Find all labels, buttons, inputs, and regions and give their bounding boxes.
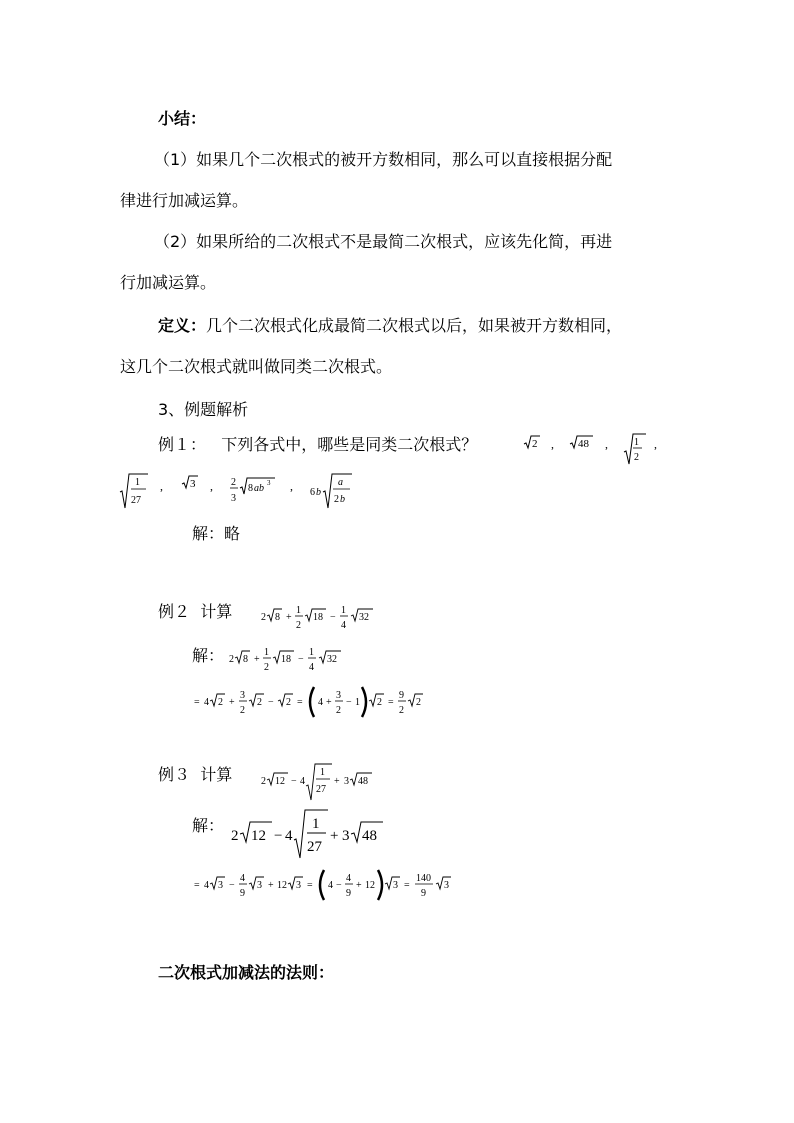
svg-text:a: a: [338, 477, 343, 488]
svg-text:2: 2: [634, 452, 639, 463]
svg-text:4: 4: [240, 873, 245, 884]
svg-text:27: 27: [307, 839, 322, 855]
example2-line: [158, 601, 232, 623]
svg-text:2: 2: [416, 697, 421, 708]
svg-text:27: 27: [131, 495, 141, 506]
svg-text:18: 18: [313, 612, 323, 623]
svg-text:6: 6: [310, 487, 315, 498]
example3-step1-svg: [228, 806, 388, 862]
svg-text:3: 3: [267, 479, 271, 487]
svg-text:18: 18: [281, 654, 291, 665]
svg-text:12: 12: [365, 880, 375, 891]
svg-text:1: 1: [341, 605, 346, 616]
section-title: 3、例题解析: [158, 400, 249, 419]
definition-line2: 这几个二次根式就叫做同类二次根式。: [120, 357, 393, 376]
svg-text:,: ,: [654, 437, 657, 451]
rule-heading: 二次根式加减法的法则：: [158, 963, 335, 982]
svg-text:−: −: [298, 654, 304, 665]
svg-text:140: 140: [416, 873, 431, 884]
example1-line: [158, 434, 477, 456]
svg-text:32: 32: [327, 654, 337, 665]
summary-item2-line2: 行加减运算。: [120, 273, 217, 292]
svg-text:−: −: [291, 776, 297, 787]
svg-text:8: 8: [275, 612, 280, 623]
svg-text:+: +: [268, 880, 274, 891]
example1-question: 下列各式中，哪些是同类二次根式？: [221, 435, 478, 454]
svg-text:+: +: [356, 880, 362, 891]
svg-text:+: +: [254, 654, 260, 665]
example3-verb: 计算: [200, 765, 233, 784]
svg-text:3: 3: [296, 880, 301, 891]
svg-text:12: 12: [275, 776, 285, 787]
svg-text:2: 2: [399, 705, 404, 716]
summary-item1-line2: 律进行加减运算。: [120, 191, 249, 210]
svg-text:+: +: [229, 697, 235, 708]
svg-text:=: =: [404, 880, 410, 891]
svg-text:4: 4: [328, 880, 333, 891]
svg-text:,: ,: [210, 479, 213, 493]
svg-text:9: 9: [346, 888, 351, 899]
svg-text:−: −: [336, 880, 342, 891]
example3-answer-label: 解：: [192, 816, 225, 835]
example1-radicals-line2: [118, 470, 368, 517]
example1-answer: 解：略: [192, 524, 241, 543]
svg-text:3: 3: [344, 776, 349, 787]
svg-text:1: 1: [309, 647, 314, 658]
svg-text:−: −: [268, 697, 274, 708]
example3-expression: [258, 760, 388, 809]
svg-text:b: b: [340, 494, 345, 505]
example1-radicals-svg2: [118, 470, 368, 512]
svg-text:2: 2: [261, 612, 266, 623]
svg-text:2: 2: [261, 776, 266, 787]
svg-text:=: =: [194, 880, 200, 891]
svg-text:3: 3: [342, 828, 350, 844]
svg-text:1: 1: [264, 647, 269, 658]
example3-step2-svg: [192, 866, 472, 906]
svg-text:+: +: [326, 697, 332, 708]
example2-step2-svg: [192, 683, 452, 723]
svg-text:−: −: [330, 612, 336, 623]
svg-text:2: 2: [218, 697, 223, 708]
svg-text:48: 48: [362, 828, 377, 844]
svg-text:2: 2: [231, 828, 239, 844]
svg-text:3: 3: [240, 690, 245, 701]
svg-text:12: 12: [277, 880, 287, 891]
svg-text:=: =: [297, 697, 303, 708]
svg-text:ab: ab: [254, 483, 264, 494]
svg-text:8: 8: [243, 654, 248, 665]
definition-text: 几个二次根式化成最简二次根式以后，如果被开方数相同，: [206, 316, 623, 335]
example3-expression-svg: [258, 760, 388, 804]
svg-text:9: 9: [399, 690, 404, 701]
svg-text:=: =: [388, 697, 394, 708]
svg-text:1: 1: [135, 477, 140, 488]
svg-text:1: 1: [312, 816, 320, 832]
svg-text:b: b: [316, 487, 321, 498]
svg-text:+: +: [330, 828, 339, 844]
svg-text:48: 48: [578, 438, 589, 450]
svg-text:4: 4: [204, 697, 209, 708]
svg-text:8: 8: [248, 483, 253, 494]
example2-expression: [258, 600, 388, 641]
svg-text:1: 1: [320, 767, 325, 778]
example2-verb: 计算: [200, 602, 233, 621]
svg-text:9: 9: [421, 888, 426, 899]
svg-text:2: 2: [229, 654, 234, 665]
svg-text:+: +: [334, 776, 340, 787]
svg-text:48: 48: [358, 776, 368, 787]
svg-text:3: 3: [218, 880, 223, 891]
svg-text:27: 27: [316, 784, 326, 795]
definition-line1: [158, 315, 622, 337]
svg-text:3: 3: [393, 880, 398, 891]
svg-text:2: 2: [286, 697, 291, 708]
example3-answer-step1: [228, 806, 388, 867]
svg-text:,: ,: [290, 479, 293, 493]
example1-radicals-line1: [522, 432, 672, 477]
svg-text:4: 4: [346, 873, 351, 884]
svg-text:2: 2: [336, 705, 341, 716]
svg-text:,: ,: [605, 437, 608, 451]
svg-text:1: 1: [296, 605, 301, 616]
summary-heading: 小结：: [158, 109, 207, 128]
svg-text:3: 3: [231, 493, 236, 504]
svg-text:3: 3: [190, 478, 196, 490]
example2-expression-svg: [258, 600, 388, 636]
svg-text:9: 9: [240, 888, 245, 899]
svg-text:2: 2: [334, 494, 339, 505]
example1-label: 例１：: [158, 435, 207, 454]
svg-text:12: 12: [251, 828, 266, 844]
svg-text:+: +: [286, 612, 292, 623]
example3-line: [158, 764, 232, 786]
svg-text:32: 32: [359, 612, 369, 623]
example2-answer-label: 解：: [192, 646, 225, 665]
svg-text:2: 2: [532, 438, 538, 450]
svg-text:4: 4: [341, 620, 346, 631]
svg-text:2: 2: [240, 705, 245, 716]
svg-text:4: 4: [204, 880, 209, 891]
summary-item1-line1: （1）如果几个二次根式的被开方数相同，那么可以直接根据分配: [154, 150, 613, 169]
example3-label: 例３: [158, 765, 191, 784]
svg-text:4: 4: [285, 828, 293, 844]
svg-text:2: 2: [377, 697, 382, 708]
svg-text:2: 2: [296, 620, 301, 631]
svg-text:−: −: [346, 697, 352, 708]
svg-text:−: −: [229, 880, 235, 891]
svg-text:3: 3: [336, 690, 341, 701]
definition-label: 定义：: [158, 316, 207, 335]
svg-text:3: 3: [257, 880, 262, 891]
example2-step1-svg: [226, 642, 356, 678]
example3-answer-step2: [192, 866, 472, 911]
example1-radicals-svg1: [522, 432, 672, 472]
svg-text:1: 1: [355, 697, 360, 708]
svg-text:=: =: [307, 880, 313, 891]
example2-label: 例２: [158, 602, 191, 621]
svg-text:3: 3: [444, 880, 449, 891]
svg-text:4: 4: [318, 697, 323, 708]
example2-answer-step2: [192, 683, 452, 728]
example2-answer-step1: [226, 642, 356, 683]
svg-text:=: =: [194, 697, 200, 708]
summary-item2-line1: （2）如果所给的二次根式不是最简二次根式，应该先化简，再进: [154, 232, 613, 251]
svg-text:4: 4: [300, 776, 305, 787]
svg-text:4: 4: [309, 662, 314, 673]
svg-text:1: 1: [634, 437, 639, 448]
svg-text:2: 2: [231, 477, 236, 488]
svg-text:2: 2: [264, 662, 269, 673]
svg-text:−: −: [274, 828, 283, 844]
svg-text:,: ,: [551, 437, 554, 451]
svg-text:2: 2: [257, 697, 262, 708]
svg-text:,: ,: [160, 479, 163, 493]
